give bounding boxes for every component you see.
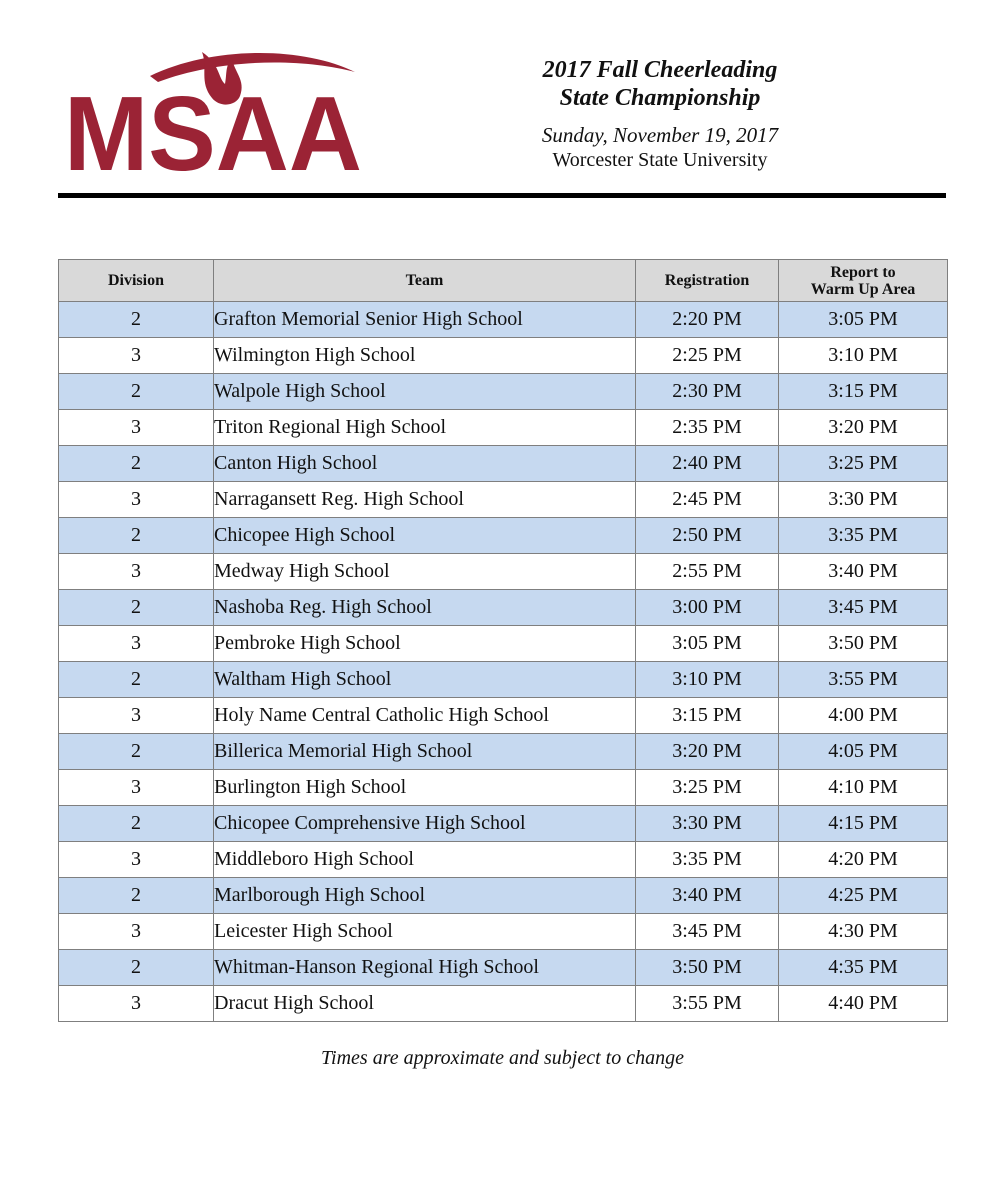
- registration-cell: 3:30 PM: [636, 806, 779, 842]
- table-row: [59, 482, 948, 518]
- team-cell: Dracut High School: [214, 986, 636, 1022]
- team-cell: Billerica Memorial High School: [214, 734, 636, 770]
- registration-cell: 2:40 PM: [636, 446, 779, 482]
- registration-cell: 3:05 PM: [636, 626, 779, 662]
- svg-text:MSAA: MSAA: [64, 75, 362, 177]
- table-row: [59, 338, 948, 374]
- registration-cell: 2:35 PM: [636, 410, 779, 446]
- registration-cell: 2:20 PM: [636, 302, 779, 338]
- team-cell: Walpole High School: [214, 374, 636, 410]
- registration-cell: 3:25 PM: [636, 770, 779, 806]
- report-cell: 3:45 PM: [779, 590, 948, 626]
- report-cell: 4:35 PM: [779, 950, 948, 986]
- division-cell: 3: [59, 698, 214, 734]
- team-cell: Triton Regional High School: [214, 410, 636, 446]
- registration-cell: 2:30 PM: [636, 374, 779, 410]
- report-cell: 3:40 PM: [779, 554, 948, 590]
- report-cell: 4:30 PM: [779, 914, 948, 950]
- division-cell: 3: [59, 770, 214, 806]
- division-cell: 2: [59, 374, 214, 410]
- team-cell: Marlborough High School: [214, 878, 636, 914]
- table-row: [59, 914, 948, 950]
- division-cell: 2: [59, 518, 214, 554]
- division-cell: 2: [59, 446, 214, 482]
- report-cell: 3:15 PM: [779, 374, 948, 410]
- team-cell: Leicester High School: [214, 914, 636, 950]
- table-row: [59, 842, 948, 878]
- division-cell: 2: [59, 590, 214, 626]
- table-row: [59, 302, 948, 338]
- table-row: [59, 734, 948, 770]
- report-cell: 4:05 PM: [779, 734, 948, 770]
- table-row: [59, 590, 948, 626]
- division-cell: 2: [59, 950, 214, 986]
- registration-cell: 3:00 PM: [636, 590, 779, 626]
- registration-cell: 3:10 PM: [636, 662, 779, 698]
- team-cell: Waltham High School: [214, 662, 636, 698]
- report-cell: 4:15 PM: [779, 806, 948, 842]
- msaa-logo: [62, 42, 367, 177]
- col-header-team: Team: [214, 260, 636, 302]
- col-header-division: Division: [59, 260, 214, 302]
- report-cell: 3:10 PM: [779, 338, 948, 374]
- team-cell: Burlington High School: [214, 770, 636, 806]
- report-cell: 4:20 PM: [779, 842, 948, 878]
- division-cell: 2: [59, 302, 214, 338]
- team-cell: Nashoba Reg. High School: [214, 590, 636, 626]
- table-row: [59, 662, 948, 698]
- table-header-row: [59, 260, 948, 302]
- event-header: [440, 56, 880, 172]
- registration-cell: 2:50 PM: [636, 518, 779, 554]
- schedule-table: [58, 259, 948, 1022]
- col-header-report-line2: Warm Up Area: [810, 280, 916, 298]
- team-cell: Grafton Memorial Senior High School: [214, 302, 636, 338]
- registration-cell: 3:45 PM: [636, 914, 779, 950]
- table-row: [59, 878, 948, 914]
- table-row: [59, 374, 948, 410]
- registration-cell: 2:55 PM: [636, 554, 779, 590]
- report-cell: 3:05 PM: [779, 302, 948, 338]
- team-cell: Whitman-Hanson Regional High School: [214, 950, 636, 986]
- division-cell: 3: [59, 410, 214, 446]
- team-cell: Holy Name Central Catholic High School: [214, 698, 636, 734]
- col-header-registration: Registration: [636, 260, 779, 302]
- registration-cell: 3:15 PM: [636, 698, 779, 734]
- division-cell: 2: [59, 734, 214, 770]
- col-header-report-line1: Report to: [830, 263, 896, 281]
- division-cell: 3: [59, 986, 214, 1022]
- registration-cell: 3:35 PM: [636, 842, 779, 878]
- team-cell: Middleboro High School: [214, 842, 636, 878]
- division-cell: 3: [59, 482, 214, 518]
- report-cell: 4:00 PM: [779, 698, 948, 734]
- team-cell: Wilmington High School: [214, 338, 636, 374]
- header-divider: [58, 193, 946, 198]
- event-title-line2: State Championship: [559, 85, 761, 111]
- report-cell: 4:10 PM: [779, 770, 948, 806]
- table-row: [59, 806, 948, 842]
- team-cell: Pembroke High School: [214, 626, 636, 662]
- registration-cell: 2:45 PM: [636, 482, 779, 518]
- report-cell: 3:50 PM: [779, 626, 948, 662]
- division-cell: 2: [59, 662, 214, 698]
- table-row: [59, 770, 948, 806]
- team-cell: Canton High School: [214, 446, 636, 482]
- division-cell: 2: [59, 878, 214, 914]
- registration-cell: 2:25 PM: [636, 338, 779, 374]
- report-cell: 3:35 PM: [779, 518, 948, 554]
- table-row: [59, 626, 948, 662]
- table-row: [59, 698, 948, 734]
- registration-cell: 3:40 PM: [636, 878, 779, 914]
- event-date: Sunday, November 19, 2017: [541, 123, 779, 147]
- footnote: Times are approximate and subject to change: [321, 1047, 684, 1069]
- team-cell: Medway High School: [214, 554, 636, 590]
- report-cell: 4:40 PM: [779, 986, 948, 1022]
- table-row: [59, 554, 948, 590]
- division-cell: 3: [59, 914, 214, 950]
- registration-cell: 3:50 PM: [636, 950, 779, 986]
- table-row: [59, 986, 948, 1022]
- registration-cell: 3:20 PM: [636, 734, 779, 770]
- table-row: [59, 410, 948, 446]
- division-cell: 3: [59, 842, 214, 878]
- msaa-logo-graphic: [62, 42, 367, 177]
- registration-cell: 3:55 PM: [636, 986, 779, 1022]
- report-cell: 4:25 PM: [779, 878, 948, 914]
- division-cell: 3: [59, 338, 214, 374]
- event-venue: Worcester State University: [552, 149, 768, 171]
- event-title-line1: 2017 Fall Cheerleading: [542, 57, 778, 83]
- report-cell: 3:30 PM: [779, 482, 948, 518]
- table-row: [59, 518, 948, 554]
- team-cell: Chicopee High School: [214, 518, 636, 554]
- report-cell: 3:25 PM: [779, 446, 948, 482]
- col-header-report: [779, 260, 948, 302]
- team-cell: Narragansett Reg. High School: [214, 482, 636, 518]
- division-cell: 3: [59, 554, 214, 590]
- team-cell: Chicopee Comprehensive High School: [214, 806, 636, 842]
- table-row: [59, 950, 948, 986]
- table-row: [59, 446, 948, 482]
- report-cell: 3:55 PM: [779, 662, 948, 698]
- report-cell: 3:20 PM: [779, 410, 948, 446]
- division-cell: 3: [59, 626, 214, 662]
- division-cell: 2: [59, 806, 214, 842]
